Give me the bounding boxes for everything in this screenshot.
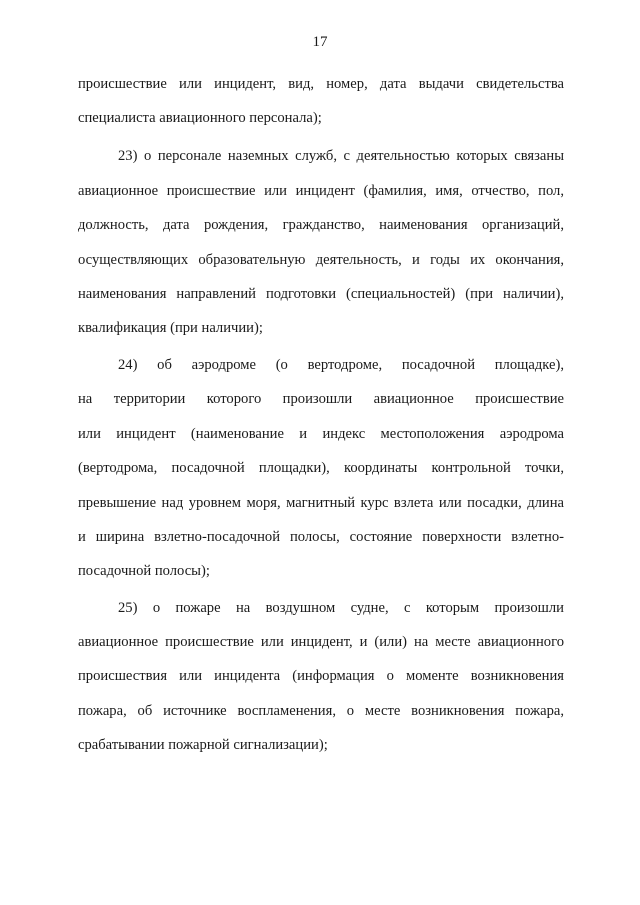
text-line: или инцидент (наименование и индекс местоположения аэродрома	[78, 426, 564, 442]
text-line: происшествия или инцидента (информация о моменте возникновения	[78, 668, 564, 684]
text-line: 23) о персонале наземных служб, с деятельностью которых связаны	[118, 148, 564, 164]
text-line: срабатывании пожарной сигнализации);	[78, 737, 328, 753]
text-line: происшествие или инцидент, вид, номер, дата выдачи свидетельства	[78, 76, 564, 92]
text-line: наименования направлений подготовки (специальностей) (при наличии),	[78, 286, 564, 302]
text-line: посадочной полосы);	[78, 563, 210, 579]
text-line: авиационное происшествие или инцидент, и (или) на месте авиационного	[78, 634, 564, 650]
text-line: пожара, об источнике воспламенения, о месте возникновения пожара,	[78, 703, 564, 719]
text-line: специалиста авиационного персонала);	[78, 110, 322, 126]
text-line: авиационное происшествие или инцидент (фамилия, имя, отчество, пол,	[78, 183, 564, 199]
text-line: и ширина взлетно-посадочной полосы, состояние поверхности взлетно-	[78, 529, 564, 545]
text-line: (вертодрома, посадочной площадки), координаты контрольной точки,	[78, 460, 564, 476]
page-number: 17	[312, 34, 328, 50]
text-line: превышение над уровнем моря, магнитный курс взлета или посадки, длина	[78, 495, 564, 511]
text-line: осуществляющих образовательную деятельность, и годы их окончания,	[78, 252, 564, 268]
text-line: 24) об аэродроме (о вертодроме, посадочной площадке),	[118, 357, 564, 373]
text-line: должность, дата рождения, гражданство, наименования организаций,	[78, 217, 564, 233]
text-line: квалификация (при наличии);	[78, 320, 263, 336]
text-line: 25) о пожаре на воздушном судне, с которым произошли	[118, 600, 564, 616]
text-line: на территории которого произошли авиационное происшествие	[78, 391, 564, 407]
